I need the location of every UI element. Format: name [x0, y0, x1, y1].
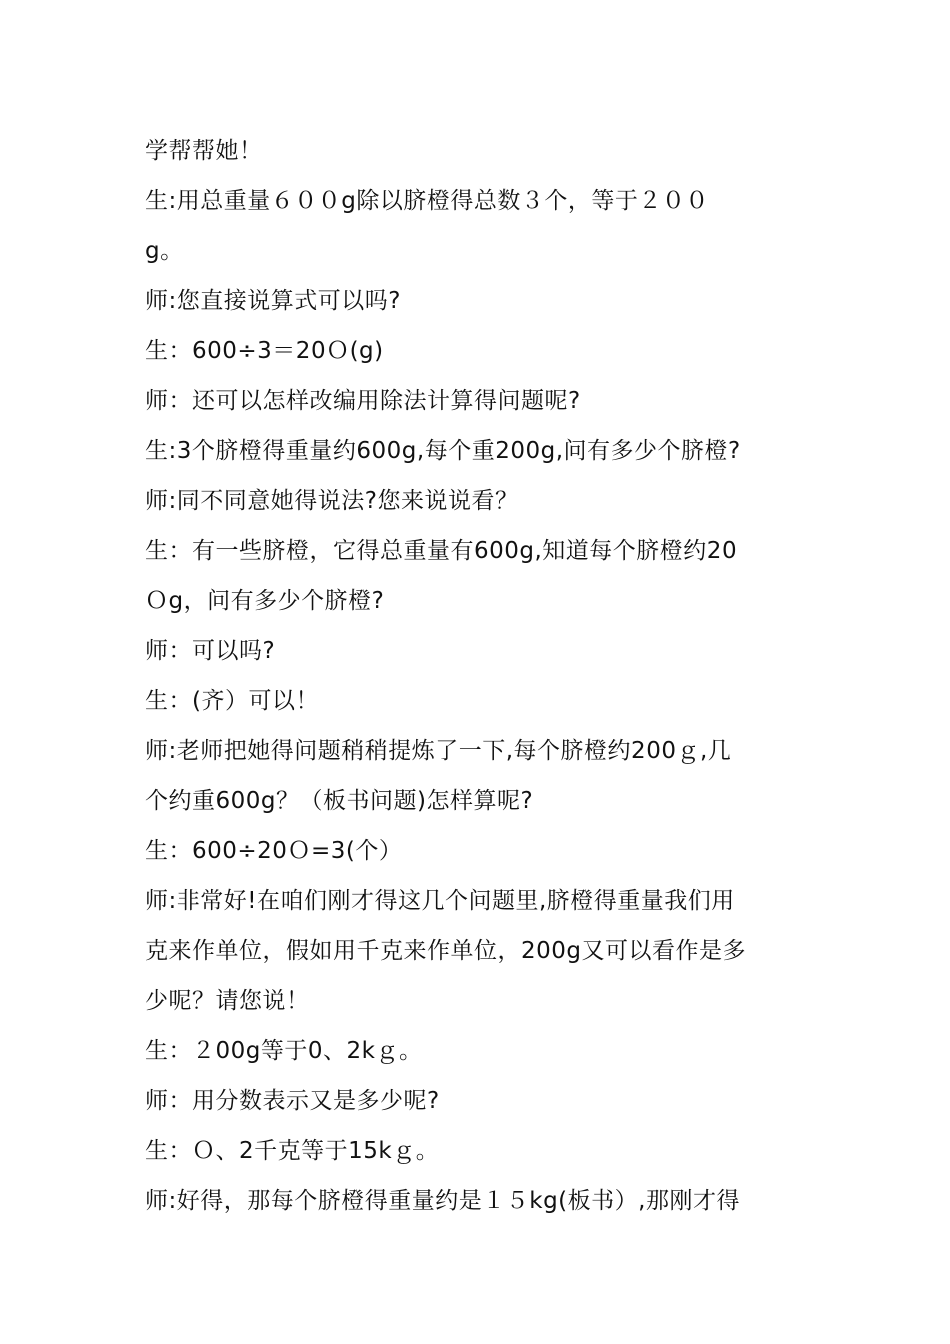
text-line: 生:3个脐橙得重量约600g,每个重200g,问有多少个脐橙?: [145, 438, 741, 464]
text-line: 师：可以吗?: [145, 638, 276, 664]
text-line: 师:您直接说算式可以吗?: [145, 288, 401, 314]
text-line: 生：２00g等于0、2kｇ。: [145, 1038, 423, 1064]
text-line: 师：还可以怎样改编用除法计算得问题呢?: [145, 388, 581, 414]
text-line: 师:好得，那每个脐橙得重量约是１５kg(板书）,那刚才得: [145, 1188, 740, 1214]
text-line: Ｏg，问有多少个脐橙?: [145, 588, 385, 614]
text-line: 个约重600g？（板书问题)怎样算呢?: [145, 788, 534, 814]
text-line: 师：用分数表示又是多少呢?: [145, 1088, 440, 1114]
text-line: g。: [145, 238, 184, 264]
text-line: 克来作单位，假如用千克来作单位，200g又可以看作是多: [145, 938, 746, 964]
text-line: 生：Ｏ、2千克等于15kｇ。: [145, 1138, 440, 1164]
text-line: 少呢？请您说！: [145, 988, 310, 1014]
text-line: 生:用总重量６００g除以脐橙得总数３个，等于２００: [145, 188, 709, 214]
dialogue-text: [145, 126, 810, 1226]
text-line: 生：600÷20Ｏ=3(个）: [145, 838, 403, 864]
text-line: 师:老师把她得问题稍稍提炼了一下,每个脐橙约200ｇ,几: [145, 738, 732, 764]
text-line: 学帮帮她！: [145, 138, 263, 164]
text-line: 生：600÷3＝20Ｏ(g): [145, 338, 384, 364]
text-line: 师:非常好!在咱们刚才得这几个问题里,脐橙得重量我们用: [145, 888, 735, 914]
text-line: 生：有一些脐橙，它得总重量有600g,知道每个脐橙约20: [145, 538, 738, 564]
text-line: 生：(齐）可以！: [145, 688, 319, 714]
text-line: 师:同不同意她得说法?您来说说看？: [145, 488, 519, 514]
